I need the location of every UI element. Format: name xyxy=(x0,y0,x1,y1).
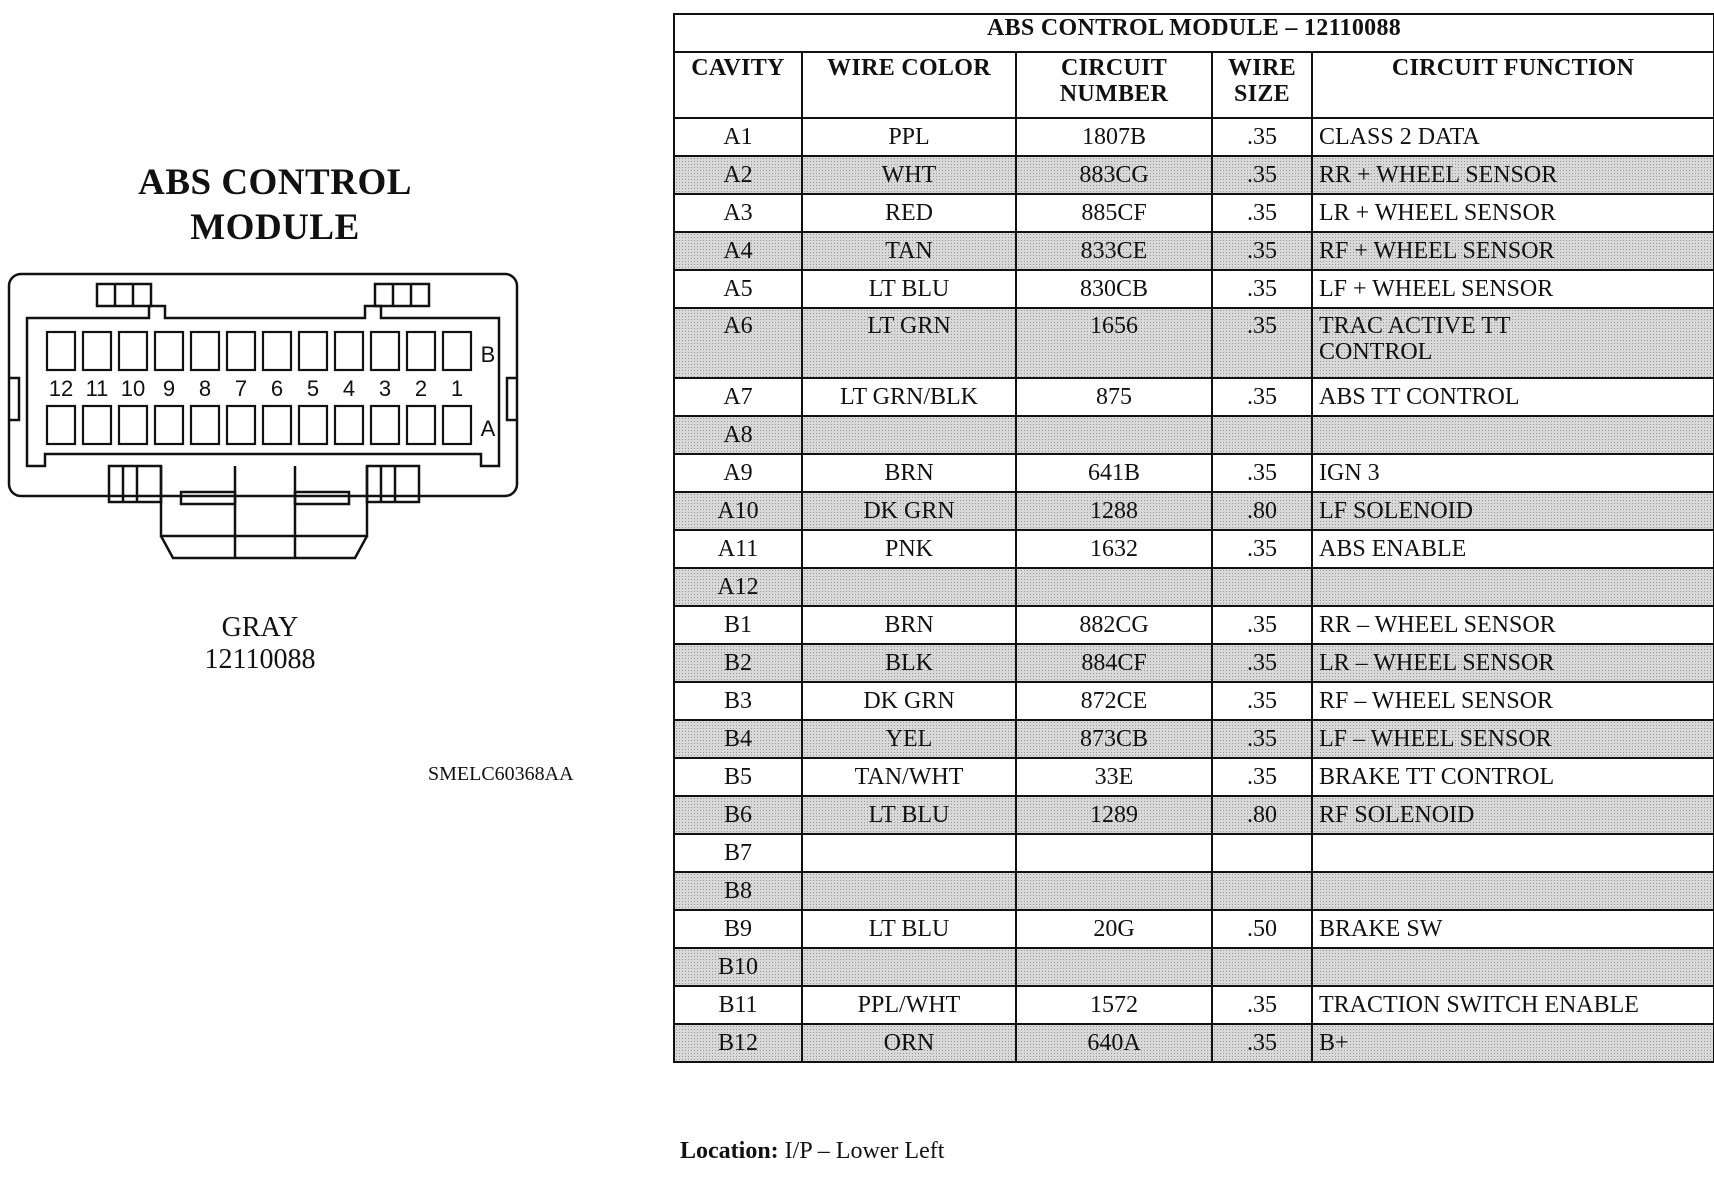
circuit-number-cell: 640A xyxy=(1016,1024,1212,1062)
circuit-number-cell xyxy=(1016,872,1212,910)
circuit-number-cell: 885CF xyxy=(1016,194,1212,232)
table-row xyxy=(674,948,1714,986)
table-row xyxy=(674,872,1714,910)
pinout-table xyxy=(673,13,1714,1063)
wire-size-cell: .35 xyxy=(1212,156,1312,194)
circuit-function-cell: RR – WHEEL SENSOR xyxy=(1312,606,1714,644)
cavity-cell: A2 xyxy=(674,156,802,194)
connector-row-a xyxy=(47,406,471,444)
table-row xyxy=(674,378,1714,416)
wire-color-cell: LT BLU xyxy=(802,796,1016,834)
table-row xyxy=(674,232,1714,270)
location-note xyxy=(680,1138,944,1165)
pin-number: 10 xyxy=(120,376,146,401)
pin-number: 9 xyxy=(162,376,176,401)
wire-color-cell: BRN xyxy=(802,454,1016,492)
cavity-cell: A11 xyxy=(674,530,802,568)
wire-color-cell: LT BLU xyxy=(802,910,1016,948)
circuit-number-cell xyxy=(1016,948,1212,986)
connector-row-b xyxy=(47,332,471,370)
circuit-number-cell: 833CE xyxy=(1016,232,1212,270)
table-row xyxy=(674,454,1714,492)
wire-color-cell: LT GRN/BLK xyxy=(802,378,1016,416)
wire-size-cell xyxy=(1212,834,1312,872)
pin-number: 2 xyxy=(414,376,428,401)
connector-face-diagram xyxy=(5,270,525,560)
wire-color-cell: DK GRN xyxy=(802,682,1016,720)
cavity-cell: B8 xyxy=(674,872,802,910)
wire-color-cell: PPL/WHT xyxy=(802,986,1016,1024)
cavity-cell: A1 xyxy=(674,118,802,156)
pin-number: 3 xyxy=(378,376,392,401)
wire-size-cell: .35 xyxy=(1212,682,1312,720)
cavity-cell: B1 xyxy=(674,606,802,644)
table-row xyxy=(674,682,1714,720)
circuit-number-cell xyxy=(1016,416,1212,454)
cavity-cell: A3 xyxy=(674,194,802,232)
circuit-number-cell: 1288 xyxy=(1016,492,1212,530)
table-row xyxy=(674,796,1714,834)
cavity-cell: B6 xyxy=(674,796,802,834)
wire-color-cell: LT GRN xyxy=(802,308,1016,378)
cavity-cell: B10 xyxy=(674,948,802,986)
cavity-cell: B4 xyxy=(674,720,802,758)
table-row xyxy=(674,308,1714,378)
circuit-number-cell: 20G xyxy=(1016,910,1212,948)
wire-color-cell: RED xyxy=(802,194,1016,232)
circuit-number-cell: 875 xyxy=(1016,378,1212,416)
row-label-b: B xyxy=(480,342,496,367)
header-circuit-number: CIRCUIT NUMBER xyxy=(1016,52,1212,118)
wire-color-cell: TAN/WHT xyxy=(802,758,1016,796)
table-header-row xyxy=(674,52,1714,118)
cavity-cell: B2 xyxy=(674,644,802,682)
cavity-cell: B11 xyxy=(674,986,802,1024)
circuit-function-cell xyxy=(1312,872,1714,910)
circuit-function-cell: TRACTION SWITCH ENABLE xyxy=(1312,986,1714,1024)
table-row xyxy=(674,270,1714,308)
circuit-number-cell: 1656 xyxy=(1016,308,1212,378)
circuit-function-cell: B+ xyxy=(1312,1024,1714,1062)
wire-size-cell: .35 xyxy=(1212,270,1312,308)
wire-size-cell: .35 xyxy=(1212,644,1312,682)
circuit-number-cell: 883CG xyxy=(1016,156,1212,194)
figure-id: SMELC60368AA xyxy=(428,763,574,785)
circuit-function-cell: BRAKE SW xyxy=(1312,910,1714,948)
circuit-function-cell: LF SOLENOID xyxy=(1312,492,1714,530)
cavity-cell: B3 xyxy=(674,682,802,720)
cavity-cell: B7 xyxy=(674,834,802,872)
module-title-line2: MODULE xyxy=(190,207,360,248)
circuit-function-cell xyxy=(1312,416,1714,454)
table-row xyxy=(674,568,1714,606)
cavity-cell: B9 xyxy=(674,910,802,948)
wire-color-cell: ORN xyxy=(802,1024,1016,1062)
module-title xyxy=(95,160,455,250)
table-row xyxy=(674,606,1714,644)
wire-color-cell: DK GRN xyxy=(802,492,1016,530)
table-row xyxy=(674,118,1714,156)
wire-size-cell: .35 xyxy=(1212,1024,1312,1062)
circuit-function-cell: IGN 3 xyxy=(1312,454,1714,492)
circuit-number-cell xyxy=(1016,568,1212,606)
wire-color-cell xyxy=(802,948,1016,986)
cavity-cell: A5 xyxy=(674,270,802,308)
pin-number: 5 xyxy=(306,376,320,401)
cavity-cell: B5 xyxy=(674,758,802,796)
circuit-function-cell: TRAC ACTIVE TT CONTROL xyxy=(1312,308,1714,378)
wire-size-cell: .35 xyxy=(1212,530,1312,568)
wire-size-cell xyxy=(1212,568,1312,606)
wire-color-cell xyxy=(802,872,1016,910)
wire-size-cell: .35 xyxy=(1212,454,1312,492)
cavity-cell: A12 xyxy=(674,568,802,606)
wire-size-cell: .35 xyxy=(1212,194,1312,232)
circuit-number-cell: 1289 xyxy=(1016,796,1212,834)
table-row xyxy=(674,530,1714,568)
wire-size-cell: .35 xyxy=(1212,232,1312,270)
circuit-number-cell: 1632 xyxy=(1016,530,1212,568)
wire-size-cell: .80 xyxy=(1212,796,1312,834)
pin-number: 8 xyxy=(198,376,212,401)
circuit-number-cell: 641B xyxy=(1016,454,1212,492)
wire-size-cell: .35 xyxy=(1212,378,1312,416)
wire-color-cell: LT BLU xyxy=(802,270,1016,308)
location-label: Location: xyxy=(680,1138,779,1164)
cavity-cell: A9 xyxy=(674,454,802,492)
table-row xyxy=(674,834,1714,872)
table-row xyxy=(674,416,1714,454)
table-row xyxy=(674,644,1714,682)
circuit-function-cell: LR + WHEEL SENSOR xyxy=(1312,194,1714,232)
wire-color-cell xyxy=(802,568,1016,606)
table-row xyxy=(674,986,1714,1024)
header-cavity: CAVITY xyxy=(674,52,802,118)
cavity-cell: A10 xyxy=(674,492,802,530)
wire-color-cell xyxy=(802,834,1016,872)
wire-size-cell: .35 xyxy=(1212,118,1312,156)
table-row xyxy=(674,758,1714,796)
wire-size-cell xyxy=(1212,416,1312,454)
circuit-function-cell: LR – WHEEL SENSOR xyxy=(1312,644,1714,682)
wire-size-cell: .35 xyxy=(1212,720,1312,758)
circuit-number-cell: 884CF xyxy=(1016,644,1212,682)
circuit-function-cell: CLASS 2 DATA xyxy=(1312,118,1714,156)
circuit-number-cell: 882CG xyxy=(1016,606,1212,644)
pin-number: 6 xyxy=(270,376,284,401)
wire-color-cell: YEL xyxy=(802,720,1016,758)
table-row xyxy=(674,492,1714,530)
pin-number: 1 xyxy=(450,376,464,401)
wire-color-cell: PPL xyxy=(802,118,1016,156)
circuit-function-cell xyxy=(1312,948,1714,986)
circuit-number-cell: 1807B xyxy=(1016,118,1212,156)
wire-size-cell: .35 xyxy=(1212,308,1312,378)
header-wire-size: WIRE SIZE xyxy=(1212,52,1312,118)
circuit-function-cell: LF – WHEEL SENSOR xyxy=(1312,720,1714,758)
cavity-cell: B12 xyxy=(674,1024,802,1062)
wire-size-cell: .50 xyxy=(1212,910,1312,948)
circuit-number-cell xyxy=(1016,834,1212,872)
pin-number: 11 xyxy=(85,376,109,401)
circuit-function-cell: LF + WHEEL SENSOR xyxy=(1312,270,1714,308)
connector-caption xyxy=(160,612,360,676)
circuit-function-cell: RF SOLENOID xyxy=(1312,796,1714,834)
table-row xyxy=(674,910,1714,948)
cavity-cell: A7 xyxy=(674,378,802,416)
table-row xyxy=(674,720,1714,758)
wire-size-cell xyxy=(1212,948,1312,986)
wire-color-cell xyxy=(802,416,1016,454)
wire-size-cell: .35 xyxy=(1212,758,1312,796)
connector-color: GRAY xyxy=(221,612,299,643)
table-row xyxy=(674,1024,1714,1062)
table-row xyxy=(674,156,1714,194)
pin-number: 4 xyxy=(342,376,356,401)
wire-size-cell: .35 xyxy=(1212,606,1312,644)
header-wire-color: WIRE COLOR xyxy=(802,52,1016,118)
wire-color-cell: PNK xyxy=(802,530,1016,568)
connector-part-number: 12110088 xyxy=(204,644,316,675)
header-circuit-function: CIRCUIT FUNCTION xyxy=(1312,52,1714,118)
cavity-cell: A6 xyxy=(674,308,802,378)
circuit-function-cell xyxy=(1312,834,1714,872)
pin-number: 12 xyxy=(48,376,74,401)
wire-color-cell: WHT xyxy=(802,156,1016,194)
location-value: I/P – Lower Left xyxy=(784,1138,945,1164)
pin-number: 7 xyxy=(234,376,248,401)
wire-color-cell: BLK xyxy=(802,644,1016,682)
circuit-number-cell: 873CB xyxy=(1016,720,1212,758)
table-row xyxy=(674,194,1714,232)
wire-size-cell: .35 xyxy=(1212,986,1312,1024)
wire-color-cell: BRN xyxy=(802,606,1016,644)
module-title-line1: ABS CONTROL xyxy=(138,162,412,203)
circuit-number-cell: 1572 xyxy=(1016,986,1212,1024)
circuit-function-cell: ABS ENABLE xyxy=(1312,530,1714,568)
circuit-function-cell: ABS TT CONTROL xyxy=(1312,378,1714,416)
circuit-function-cell: BRAKE TT CONTROL xyxy=(1312,758,1714,796)
wire-color-cell: TAN xyxy=(802,232,1016,270)
circuit-function-cell xyxy=(1312,568,1714,606)
circuit-function-cell: RR + WHEEL SENSOR xyxy=(1312,156,1714,194)
table-title: ABS CONTROL MODULE – 12110088 xyxy=(674,14,1714,52)
cavity-cell: A8 xyxy=(674,416,802,454)
circuit-function-cell: RF + WHEEL SENSOR xyxy=(1312,232,1714,270)
wire-size-cell: .80 xyxy=(1212,492,1312,530)
circuit-number-cell: 872CE xyxy=(1016,682,1212,720)
circuit-function-cell: RF – WHEEL SENSOR xyxy=(1312,682,1714,720)
circuit-number-cell: 830CB xyxy=(1016,270,1212,308)
circuit-number-cell: 33E xyxy=(1016,758,1212,796)
wire-size-cell xyxy=(1212,872,1312,910)
row-label-a: A xyxy=(480,416,496,441)
cavity-cell: A4 xyxy=(674,232,802,270)
